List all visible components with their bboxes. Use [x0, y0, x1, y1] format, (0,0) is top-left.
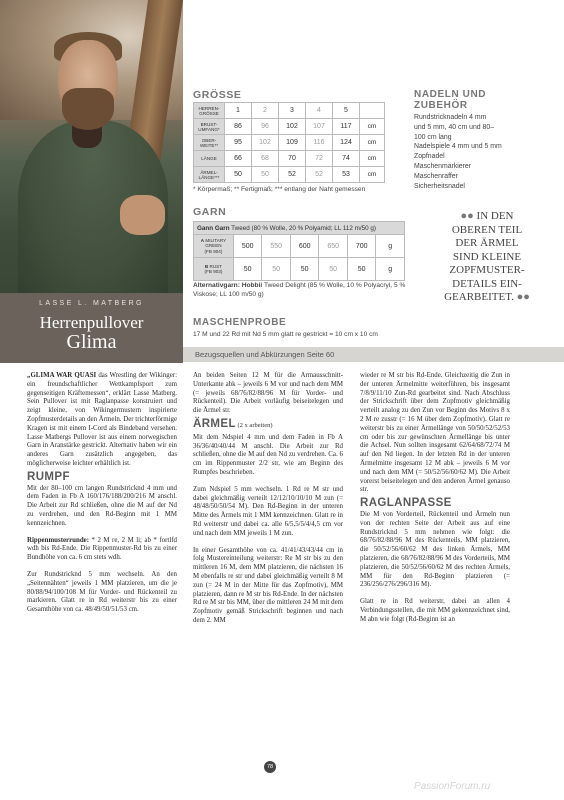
column-2 [193, 372, 343, 626]
size-cell: 74 [333, 151, 360, 167]
size-cell: 72 [306, 151, 333, 167]
column-1 [27, 372, 177, 615]
needles-item: Zopfnadel [414, 153, 445, 161]
size-row-label: BRUST- UMFANG* [194, 119, 225, 135]
pull-quote [423, 210, 551, 305]
size-cell: 116 [306, 135, 333, 151]
size-table [193, 102, 385, 183]
sources-band [183, 347, 564, 362]
size-cell: 70 [279, 151, 306, 167]
page-number: 78 [264, 761, 276, 773]
watermark: PassionForum.ru [414, 781, 491, 792]
needles-item: 100 cm lang [414, 133, 452, 141]
sources-text: Bezugsquellen und Abkürzungen Seite 60 [195, 350, 335, 359]
title-panel [0, 293, 183, 363]
rumpf-paragraph-2: Rippenmusterrunde: * 2 M re, 2 M li; ab * fortlfd wdh bis Rd-Ende. Die Rippenmuster-Rd bis zu einer Bundhöhe von ca. 6 cm stets wdh. [27, 536, 177, 562]
intro-paragraph: „GLIMA WAR QUASI das Wrestling der Wikinger: ein freundschaftlicher Wettkampfsport zum gegenseitigen Kräftemessen“, erklärt Lasse Matberg. Sein Pullover ist mit Raglanpasse konstruiert und zeigt kleine, von Wikingermustern inspirierte Zopfmusterdetails an den Ärmeln. Der trichterförmige Kragen ist mit einem I-Cord als Bindeband versehen. Lasse Matbergs Pullover ist aus einem norwegischen Garn in Aranstärke gestrickt. Alternativ haben wir ein anderes Garn zusätzlich angegeben, das möglicherweise leichter erhältlich ist. [27, 372, 178, 467]
needles-item: Maschenraffer [414, 172, 458, 180]
yarn-cell: 550 [262, 235, 291, 258]
size-cell: 109 [279, 135, 306, 151]
aermel-paragraph-2: Zum Ndspiel 5 mm wechseln. 1 Rd re M str und dabei gleichmäßig verteilt 12/12/10/10/10 M zun (= 48/48/50/50/54 M). Den Rd-Beginn in der unteren Mitte des Ärmels mit 1 MM kennzeichnen. Glatt re in Rd weiterstr und dabei ca. alle 6/5,5/5/4/4,5 cm vor und nach dem MM jeweils 1 M zun. [193, 485, 343, 537]
size-row [194, 167, 385, 183]
quote-line: ZOPFMUSTER- [449, 264, 525, 276]
size-row [194, 103, 385, 119]
needles-heading [414, 89, 486, 111]
pattern-title-line2: Glima [66, 331, 117, 353]
quote-open-icon: ●● [460, 210, 477, 222]
rumpf-paragraph-1: Mit der 80–100 cm langen Rundstricknd 4 mm und dem Faden in Fb A 160/176/188/200/216 M anschl. Die Arbeit zur Rd schließen, ohne die M auf der Nd zu verdrehen, und den Rd-Beginn mit 1 MM kennzeichnen. [27, 484, 177, 527]
needles-item: Maschenmarkierer [414, 162, 472, 170]
size-cell: 107 [306, 119, 333, 135]
quote-line: DER ÄRMEL [455, 237, 519, 249]
raglan-heading: RAGLANPASSE [360, 497, 452, 510]
size-cell: 50 [225, 167, 252, 183]
model-photo [0, 0, 183, 293]
yarn-table [193, 221, 405, 281]
needles-list [414, 113, 554, 191]
photo-beard [62, 88, 114, 130]
quote-line: SIND KLEINE [452, 250, 522, 263]
yarn-cell: 50 [319, 258, 348, 281]
aermel-heading: ÄRMEL (2 x arbeiten) [193, 417, 273, 430]
size-unit [360, 103, 385, 119]
size-cell: 3 [279, 103, 306, 119]
size-unit: cm [360, 119, 385, 135]
yarn-cell: 700 [347, 235, 376, 258]
rumpf-heading: RUMPF [27, 470, 70, 483]
size-cell: 86 [225, 119, 252, 135]
size-unit: cm [360, 167, 385, 183]
raglan-paragraph-1: Die M von Vorderteil, Rückenteil und Ärmeln nun von der rechten Seite der Arbeit aus auf eine Rundstricknd 5 mm nehmen wie folgt: die 68/76/82/88/96 M des Rückenteils, MM platzieren, die 50/52/56/60/62 M des linken Ärmels, MM platzieren, die 68/76/82/88/96 M des Vorderteils, MM platzieren, die 50/52/56/60/62 M des rechten Ärmels, MM für den Rd-Beginn platzieren (= 236/256/276/296/316 M). [360, 510, 510, 589]
needles-heading-line2: ZUBEHÖR [414, 100, 468, 111]
size-cell: 66 [225, 151, 252, 167]
yarn-cell: 650 [319, 235, 348, 258]
rumpf-paragraph-3: Zur Rundstricknd 5 mm wechseln. An den „Seitennähten“ jeweils 1 MM platzieren, um die je 80/88/94/100/108 M für Vorder- und Rückenteil zu markieren. Glatt re in Rd weiterstr bis zu einer Gesamthöhe von ca. 48/49/50/51/53 cm. [27, 570, 177, 614]
yarn-unit: g [376, 258, 405, 281]
size-row-label: LÄNGE [194, 151, 225, 167]
size-row [194, 119, 385, 135]
size-row [194, 135, 385, 151]
yarn-cell: 500 [233, 235, 262, 258]
needles-item: Nadelspiele 4 mm und 5 mm [414, 143, 502, 151]
size-cell: 117 [333, 119, 360, 135]
alternative-yarn: Alternativgarn: Hobbii Tweed Delight (85 % Wolle, 10 % Polyacryl, 5 % Viskose; LL 100 m/50 g) [193, 282, 406, 298]
yarn-cell: 50 [290, 258, 319, 281]
aermel-paragraph-3: In einer Gesamthöhe von ca. 41/41/43/43/44 cm in folg Mustereinteilung weiterstr: Re M str bis zu den mittleren 16 M, dem MM platzieren, die nächsten 16 M ebenfalls re str und dabei gleichmäßig verteilt 8 M zun (= 24 M in der Mitte für das Zopfmotiv), MM platzieren, dann re M str bis Rd-Ende. In der nächsten Rd re M str bis MM, über die mittleren 24 M mit dem Zopfmotiv gemäß Strickschrift beginnen und nach dem 2. MM [193, 546, 343, 624]
size-cell: 4 [306, 103, 333, 119]
size-heading: GRÖSSE [193, 89, 242, 101]
quote-line: ●● IN DEN [460, 210, 514, 222]
size-cell: 102 [279, 119, 306, 135]
yarn-color-label: A MILITARY GREEN (FB 904) [194, 235, 234, 258]
size-cell: 2 [252, 103, 279, 119]
needles-item: und 5 mm, 40 cm und 80– [414, 123, 495, 131]
col2-paragraph-1: An beiden Seiten 12 M für die Armausschnitt-Unterkante abk – jeweils 6 M vor und nach dem MM (= jeweils 68/76/82/88/96 M für Vorder- und Rückenteil). Die Arbeit vorläufig beiseitelegen und die Ärmel str. [193, 372, 343, 415]
size-cell: 68 [252, 151, 279, 167]
photo-hand [120, 195, 165, 235]
yarn-heading: GARN [193, 206, 227, 218]
size-cell: 50 [252, 167, 279, 183]
size-cell: 1 [225, 103, 252, 119]
size-footnote: * Körpermaß; ** Fertigmaß; *** entlang der Naht gemessen [193, 186, 366, 193]
aermel-paragraph-1: Mit dem Ndspiel 4 mm und dem Faden in Fb A 36/36/40/40/44 M anschl. Die Arbeit zur Rd schließen, ohne die M auf den Nd zu verdrehen. Ca. 6 cm im Rippenmuster 2/2 str, wie am Beginn des Rumpfes beschrieben. [193, 433, 343, 476]
pattern-title-line1: Herrenpullover [39, 313, 144, 332]
yarn-cell: 50 [262, 258, 291, 281]
size-row-label: HERREN- GRÖSSE [194, 103, 225, 119]
yarn-unit: g [376, 235, 405, 258]
gauge-text: 17 M und 22 Rd mit Nd 5 mm glatt re gestrickt = 10 cm x 10 cm [193, 331, 378, 338]
yarn-row [194, 235, 405, 258]
size-cell: 52 [279, 167, 306, 183]
quote-close-icon: ●● [513, 291, 530, 303]
quote-line: DETAILS EIN- [452, 277, 522, 290]
gauge-heading: MASCHENPROBE [193, 317, 287, 328]
yarn-cell: 600 [290, 235, 319, 258]
column-3 [360, 372, 510, 625]
yarn-row [194, 258, 405, 281]
yarn-color-label: B RUST (FB 903) [194, 258, 234, 281]
raglan-paragraph-2: Glatt re in Rd weiterstr, dabei an allen 4 Verbindungsstellen, die mit MM gekennzeichnet sind, M abn wie folgt (Rd-Beginn ist an [360, 598, 510, 623]
col3-paragraph-1: wieder re M str bis Rd-Ende. Gleichzeitig die Zun in der unteren Ärmelmitte weiterführen, bis insgesamt 7/8/9/11/10 Zun-Rd gearbeitet sind. Nach Abschluss der Strickschrift über dem Zopfmotiv gleichmäßig verteilt analog zu den Zun vor Beginn des Motivs 8 x 2 M re zusstr (= 16 M über dem Zopfmotiv). Glatt re weiterstr bis zu einer Ärmellänge von 50/50/52/52/53 cm oder bis zur gewünschten Ärmellänge bis unter die Achsel. Nun sollten insgesamt 62/64/68/72/74 M auf den Nd liegen. In der letzten Rd in der unteren Ärmelmitte insgesamt 12 M abk – jeweils 6 M vor und nach dem MM (= 50/52/56/60/62 M). Die Arbeit vorerst beiseitelegen und den anderen Ärmel genauso str. [360, 372, 510, 494]
size-unit: cm [360, 135, 385, 151]
needles-item: Sicherheitsnadel [414, 182, 465, 190]
yarn-cell: 50 [347, 258, 376, 281]
size-row-label: ÄRMEL- LÄNGE*** [194, 167, 225, 183]
size-cell: 5 [333, 103, 360, 119]
quote-line: GEARBEITET. ●● [444, 291, 530, 303]
size-cell: 95 [225, 135, 252, 151]
size-unit: cm [360, 151, 385, 167]
designer-name: LASSE L. MATBERG [39, 300, 144, 307]
quote-line: OBEREN TEIL [451, 223, 523, 236]
yarn-cell: 50 [233, 258, 262, 281]
size-cell: 52 [306, 167, 333, 183]
size-row-label: OBER- WEITE** [194, 135, 225, 151]
yarn-table-header: Gann Garn Tweed (80 % Wolle, 20 % Polyamid; LL 112 m/50 g) [194, 222, 405, 235]
size-cell: 53 [333, 167, 360, 183]
size-cell: 102 [252, 135, 279, 151]
needles-item: Rundstricknadeln 4 mm [414, 114, 487, 121]
size-cell: 96 [252, 119, 279, 135]
needles-heading-line1: NADELN UND [414, 89, 487, 100]
size-row [194, 151, 385, 167]
size-cell: 124 [333, 135, 360, 151]
